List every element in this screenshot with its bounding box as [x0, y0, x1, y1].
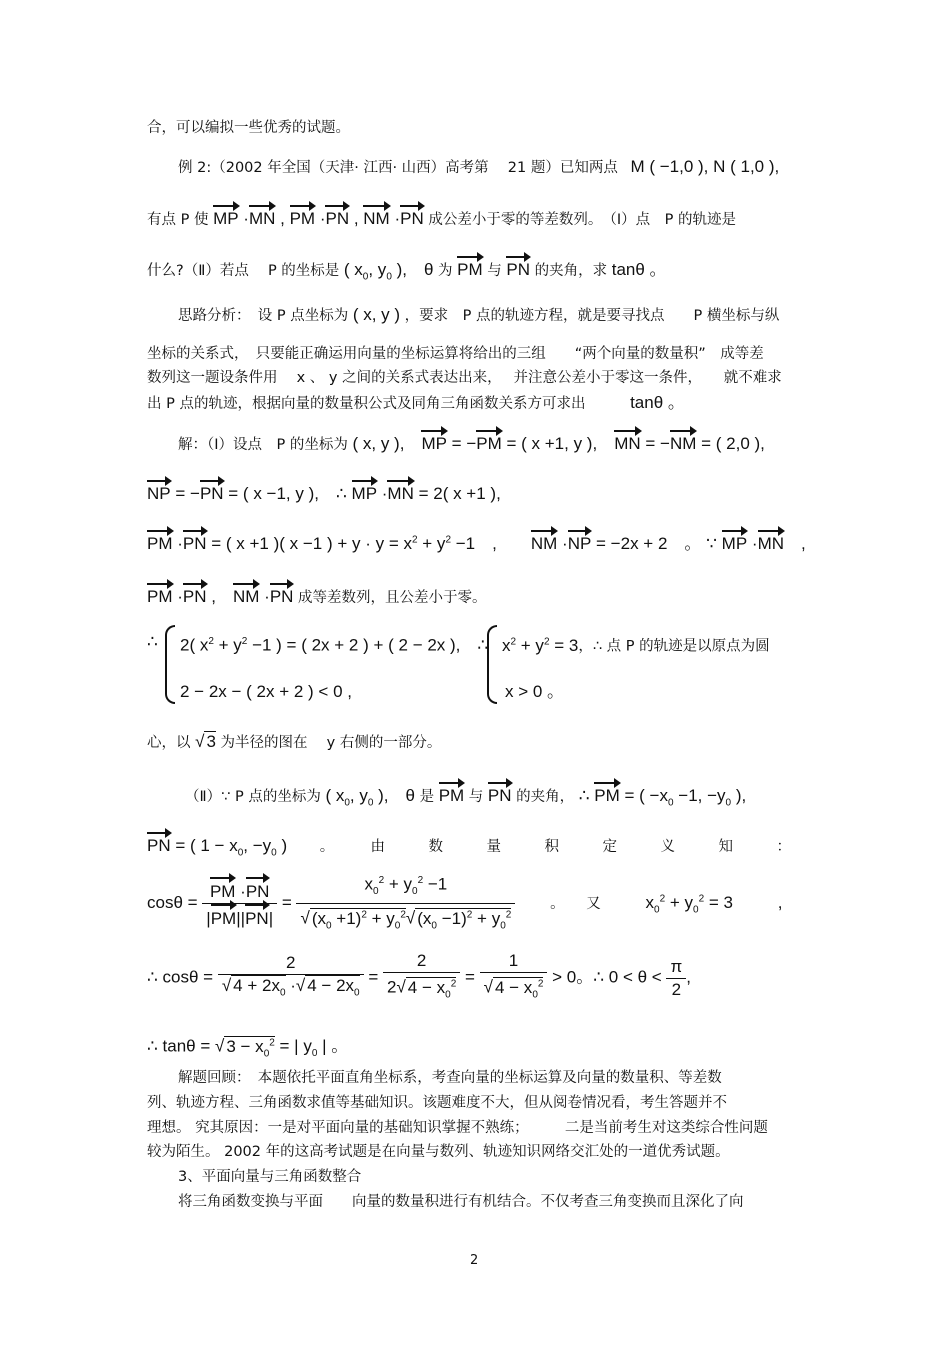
solution-line-4: PM ·PN , NM ·PN 成等差数列，且公差小于零。 — [147, 583, 487, 608]
tan-theta-2: tanθ 。 — [630, 393, 685, 412]
analysis-line-1 — [178, 305, 779, 326]
p-coord: ( $x_0$, $y_0$ ), θ — [343, 260, 434, 283]
system-brace-1 — [165, 625, 175, 704]
system-1-eq-2: 2 − 2x − ( 2x + 2 ) < 0 , — [180, 682, 352, 701]
question-line — [147, 256, 667, 287]
analysis-text-2: ，要求 P 点的轨迹方程，就是要寻找点 P 横坐标与纵 — [404, 308, 780, 324]
dot-products: MP ·MN , PM ·PN , NM ·PN — [213, 209, 424, 228]
vec-pm-2: PM — [439, 782, 465, 806]
review-line-1: 解题回顾： 本题依托平面直角坐标系，考查向量的坐标运算及向量的数量积、等差数 — [178, 1070, 722, 1086]
system-2-eq-2: x > 0 。 — [505, 682, 565, 701]
definition-text: 。 由 数 量 积 定 义 知 ： — [319, 839, 791, 855]
cos-result-line: ∴ cosθ = $\frac{2}{√ 4 + 2x_0 \cdot√ 4 - 2x_0}$ = $\frac{2}{2√ 4 - x_0^2}$ = $\frac{1}{√ 4 - x_0^2}$ > 0。∴ 0 < θ < $\frac{\pi}{2}$ , — [147, 950, 691, 1006]
sqrt-3: √ 3 — [195, 732, 216, 751]
cos-frac-1: $\frac{PM \cdot PN}{|PM||PN|}$ — [202, 877, 277, 930]
example-2-line — [178, 157, 779, 178]
system-brace-2 — [487, 625, 497, 704]
cos-frac-4: $\frac{2}{2√ 4 - x_0^2}$ — [383, 950, 460, 1006]
question-yu: 与 — [487, 263, 502, 279]
part2-line-1 — [185, 782, 746, 813]
part2-text: （Ⅱ）∵ P 点的坐标为 — [185, 789, 321, 805]
vec-pn: PN — [506, 256, 530, 280]
section-3-line-1: 将三角函数变换与平面 向量的数量积进行有机结合。不仅考查三角变换而且深化了向 — [178, 1194, 744, 1210]
you-text: 。 又 — [550, 896, 601, 913]
page-number: 2 — [470, 1253, 479, 1268]
part2-yu: 与 — [468, 789, 484, 805]
para-line-1: 合，可以编拟一些优秀的试题。 — [147, 120, 350, 136]
points-mn: M ( −1,0 ), N ( 1,0 ), — [630, 157, 780, 176]
review-line-2: 列、轨迹方程、三角函数求值等基础知识。该题难度不大，但从阅卷情况看，考生答题并不 — [147, 1095, 727, 1111]
trajectory-text: ，∴ 点 P 的轨迹是以原点为圆 — [578, 638, 770, 655]
question-text: 什么?（Ⅱ）若点 P 的坐标是 — [147, 263, 340, 279]
pi-frac: $\frac{\pi}{2}$ — [666, 956, 686, 1001]
tan-theta: tanθ 。 — [611, 260, 667, 279]
review-line-4: 较为陌生。 2002 年的这高考试题是在向量与数列、轨迹知识网络交汇处的一道优秀试题。 — [147, 1144, 730, 1160]
pn-value: PN = ( $1 - x_0$, $-y_0$ ) — [147, 836, 287, 855]
solution-line-1 — [178, 430, 765, 455]
analysis-text-4: 出 P 点的轨迹，根据向量的数量积公式及同角三角函数关系方可求出 — [147, 396, 586, 412]
xy-coord: ( x, y ) — [352, 305, 401, 324]
example-2-text: 例 2:（2002 年全国（天津· 江西· 山西）高考第 21 题）已知两点 — [178, 160, 618, 176]
section-3-heading: 3、平面向量与三角函数整合 — [178, 1169, 362, 1185]
part2-shi: 是 — [419, 789, 435, 805]
circle-line — [147, 732, 441, 753]
circle-text: 心，以 — [147, 735, 191, 751]
system-1-eq-1: 2( $x^2 + y^2 -1$ ) = ( 2x + 2 ) + ( 2 − 2x ), ∴ — [180, 635, 489, 655]
analysis-line-3: 数列这一题设条件用 x 、 y 之间的关系式表达出来， 并注意公差小于零这一条件， 就不难求 — [147, 370, 782, 386]
system-2-eq-1: $x^2 + y^2 = 3$，∴ 点 P 的轨迹是以原点为圆 — [502, 635, 770, 655]
review-line-3: 理想。 究其原因：一是对平面向量的基础知识掌握不熟练； 二是当前考生对这类综合性问题 — [147, 1120, 768, 1136]
vec-pm: PM — [457, 256, 483, 280]
analysis-line-4 — [147, 393, 685, 414]
therefore-1: ∴ — [147, 632, 158, 651]
cos-frac-2: $\frac{x_0^2 + y_0^2 -1}{√ (x_0 +1)^2 + y_0^2√ (x_0 -1)^2 + y_0^2}$ — [296, 870, 515, 937]
condition-text-2: 成公差小于零的等差数列。 （Ⅰ）点 P 的轨迹是 — [428, 212, 736, 228]
part2-coord: ( $x_0$, $y_0$ ), θ — [325, 786, 415, 809]
solution-line-3: PM ·PN = ( x +1 )( x −1 ) + $y \cdot y = x^2 + y^2 -1$ , NM ·NP = −2x + 2 。 ∵ MP ·MN , — [147, 530, 806, 554]
solution-line-2: NP = −PN = ( x −1, y ), ∴ MP ·MN = 2( x +1 ), — [147, 480, 501, 504]
part2-angle: 的夹角， — [516, 789, 575, 805]
analysis-text: 思路分析： 设 P 点坐标为 — [178, 308, 349, 324]
cos-line: cosθ = $\frac{PM \cdot PN}{|PM||PN|}$ = $\frac{x_0^2 + y_0^2 -1}{√ (x_0 +1)^2 + y_0^2√ (x_0 -1)^2 + y_0^2}$ 。 又 $x_0^2 + y_0^2 = 3$ , — [147, 870, 782, 937]
solution-text: 解：（Ⅰ）设点 P 的坐标为 — [178, 437, 348, 453]
condition-line — [147, 205, 736, 230]
tan-result-line: ∴ tanθ = √ $3 - x_0^2$ = | $y_0$ | 。 — [147, 1036, 349, 1060]
analysis-line-2: 坐标的关系式， 只要能正确运用向量的坐标运算将给出的三组 “两个向量的数量积” 成等差 — [147, 346, 764, 362]
solution-text-4: 成等差数列，且公差小于零。 — [298, 590, 487, 606]
cos-frac-3: $\frac{2}{√ 4 + 2x_0 \cdot√ 4 - 2x_0}$ — [218, 952, 364, 1004]
part2-line-2 — [147, 832, 791, 863]
solution-eq-1: ( x, y ), MP = −PM = ( x +1, y ), MN = −NM = ( 2,0 ), — [353, 434, 765, 453]
condition-text: 有点 P 使 — [147, 212, 209, 228]
cos-frac-5: $\frac{1}{√ 4 - x_0^2}$ — [480, 950, 548, 1006]
circle-text-2: 为半径的图在 y 右侧的一部分。 — [220, 735, 442, 751]
pm-value: ∴ PM = ( $-x_0 -1$, $-y_0$ ), — [579, 786, 746, 805]
question-wei: 为 — [438, 263, 453, 279]
vec-pn-2: PN — [488, 782, 512, 806]
question-end: 的夹角，求 — [534, 263, 608, 279]
